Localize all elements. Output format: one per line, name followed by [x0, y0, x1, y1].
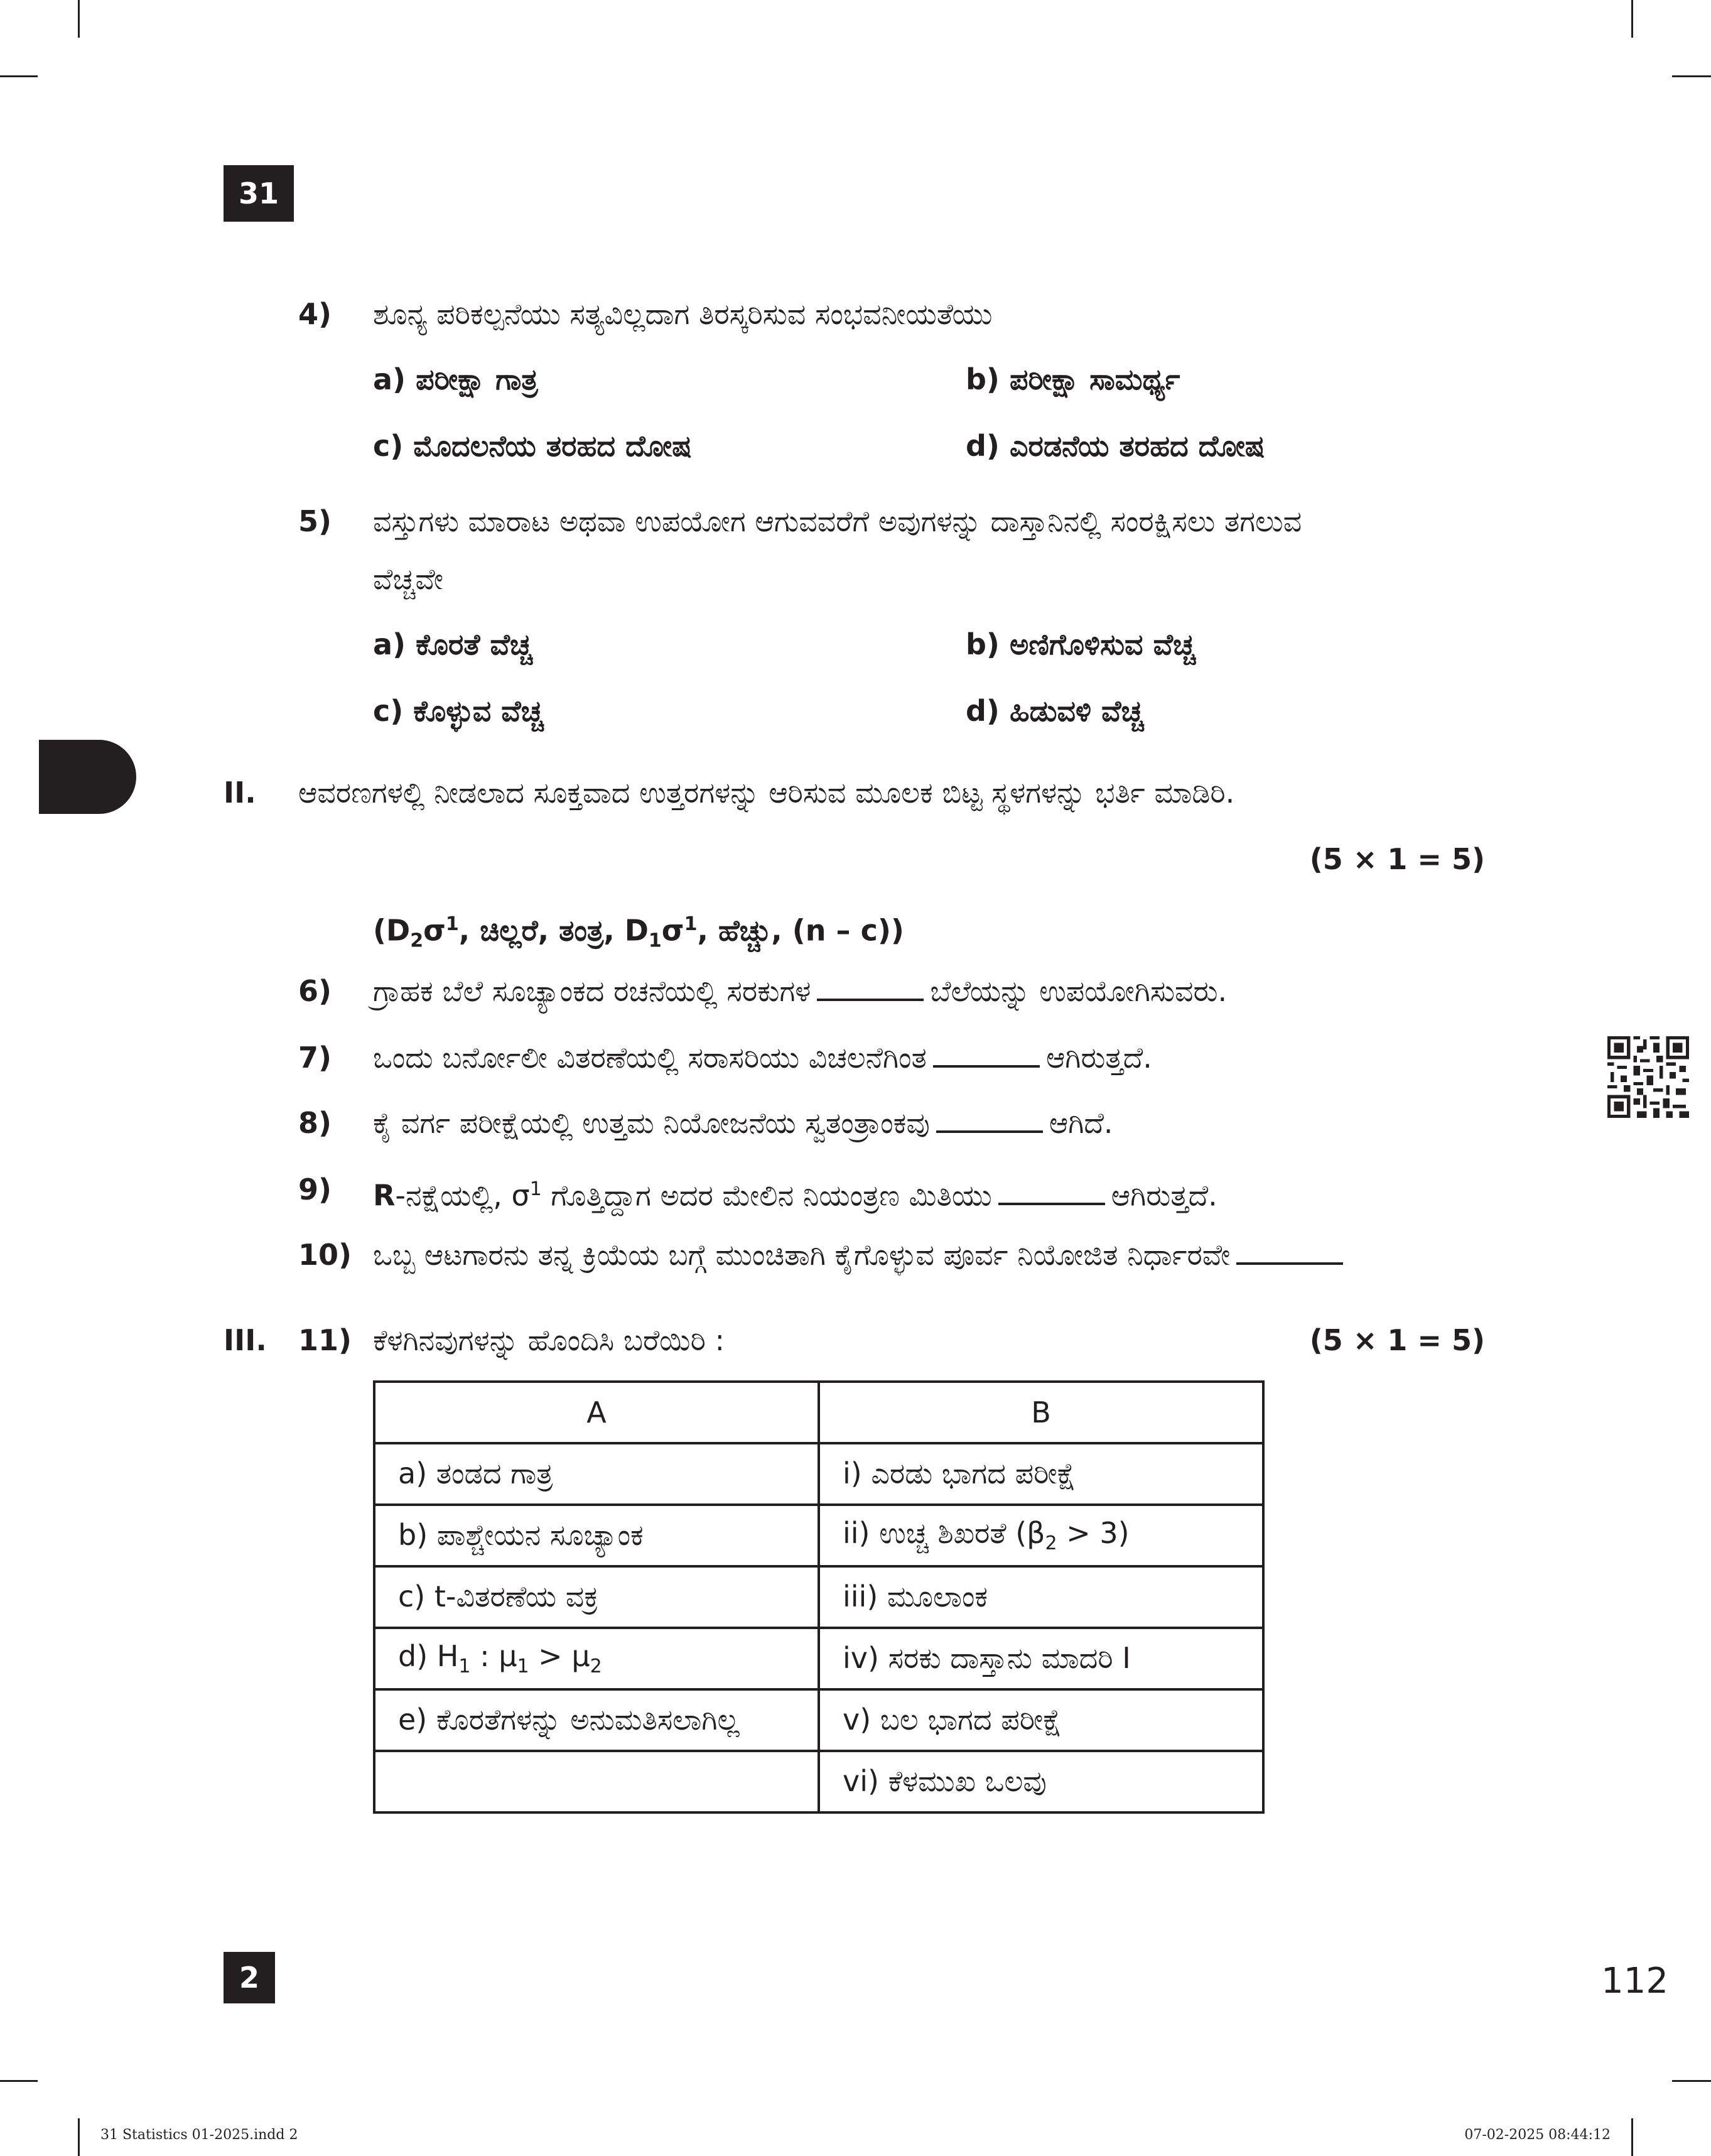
question-text-continued: ವೆಚ್ಚವೇ	[373, 562, 443, 596]
answer-blank[interactable]	[998, 1178, 1105, 1205]
question-number: 7)	[298, 1041, 332, 1075]
fill-blank-question: ಗ್ರಾಹಕ ಬೆಲೆ ಸೂಚ್ಯಾಂಕದ ರಚನೆಯಲ್ಲಿ ಸರಕುಗಳ ಬೆಲೆಯನ್ನು ಉಪಯೋಗಿಸುವರು.	[373, 974, 1228, 1008]
footer-timestamp: 07-02-2025 08:44:12	[1464, 2127, 1611, 2143]
column-a-header: A	[374, 1382, 819, 1443]
crop-mark	[0, 2080, 38, 2082]
crop-mark	[78, 2118, 80, 2156]
answer-blank[interactable]	[933, 1040, 1040, 1068]
table-row	[374, 1566, 1263, 1628]
table-row	[374, 1505, 1263, 1566]
crop-mark	[78, 0, 80, 38]
option-c: c) ಮೊದಲನೆಯ ತರಹದ ದೋಷ	[373, 429, 692, 463]
column-b-header: B	[819, 1382, 1263, 1443]
table-header-row	[374, 1382, 1263, 1443]
column-b-cell: ii) ಉಚ್ಚ ಶಿಖರತೆ $(\beta_2 > 3)$	[819, 1505, 1263, 1566]
column-b-cell: v) ಬಲ ಭಾಗದ ಪರೀಕ್ಷೆ	[819, 1689, 1263, 1751]
crop-mark	[1672, 2080, 1711, 2082]
crop-mark	[1631, 2118, 1633, 2156]
section-marks: (5 × 1 = 5)	[1309, 842, 1485, 876]
answer-blank[interactable]	[1236, 1237, 1343, 1265]
table-row	[374, 1751, 1263, 1812]
answer-blank[interactable]	[936, 1105, 1043, 1133]
section-label: II.	[224, 776, 256, 810]
section-marks: (5 × 1 = 5)	[1309, 1323, 1485, 1357]
footer-file-name: 31 Statistics 01-2025.indd 2	[100, 2127, 298, 2143]
crop-mark	[1631, 0, 1633, 38]
fill-blank-question: ಒಂದು ಬರ್ನೋಲೀ ವಿತರಣೆಯಲ್ಲಿ ಸರಾಸರಿಯು ವಿಚಲನೆಗಿಂತ ಆಗಿರುತ್ತದೆ.	[373, 1041, 1152, 1075]
column-a-cell	[374, 1751, 819, 1812]
question-number: 11)	[298, 1323, 352, 1357]
column-b-cell: iii) ಮೂಲಾಂಕ	[819, 1566, 1263, 1628]
question-number: 5)	[298, 504, 332, 538]
fill-blank-question: R-ನಕ್ಷೆಯಲ್ಲಿ, $\sigma^1$ ಗೊತ್ತಿದ್ದಾಗ ಅದರ ಮೇಲಿನ ನಿಯಂತ್ರಣ ಮಿತಿಯು ಆಗಿರುತ್ತದೆ.	[373, 1178, 1217, 1213]
option-d: d) ಹಿಡುವಳಿ ವೆಚ್ಚ	[966, 694, 1144, 728]
crop-mark	[1672, 75, 1711, 77]
section-instruction: ಕೆಳಗಿನವುಗಳನ್ನು ಹೊಂದಿಸಿ ಬರೆಯಿರಿ :	[373, 1323, 725, 1357]
fill-blank-question: ಒಬ್ಬ ಆಟಗಾರನು ತನ್ನ ಕ್ರಿಯೆಯ ಬಗ್ಗೆ ಮುಂಚಿತಾಗಿ ಕೈಗೊಳ್ಳುವ ಪೂರ್ವ ನಿಯೋಜಿತ ನಿರ್ಧಾರವೇ	[373, 1236, 1349, 1274]
question-number: 10)	[298, 1238, 352, 1272]
question-number: 4)	[298, 297, 332, 331]
option-d: d) ಎರಡನೆಯ ತರಹದ ದೋಷ	[966, 429, 1265, 463]
question-number: 8)	[298, 1106, 332, 1140]
crop-mark	[0, 75, 38, 77]
column-a-cell: c) t-ವಿತರಣೆಯ ವಕ್ರ	[374, 1566, 819, 1628]
table-row	[374, 1628, 1263, 1689]
question-text: ವಸ್ತುಗಳು ಮಾರಾಟ ಅಥವಾ ಉಪಯೋಗ ಆಗುವವರೆಗೆ ಅವುಗಳನ್ನು ದಾಸ್ತಾನಿನಲ್ಲಿ ಸಂರಕ್ಷಿಸಲು ತಗಲುವ	[373, 504, 1302, 538]
option-b: b) ಅಣಿಗೊಳಿಸುವ ವೆಚ್ಚ	[966, 627, 1196, 661]
answer-choices: ($D_2\sigma^1$, ಚಿಲ್ಲರೆ, ತಂತ್ರ, $D_1\sigma^1$, ಹೆಚ್ಚು, (n – c))	[373, 913, 904, 952]
page-badge: 2	[224, 1952, 275, 2003]
match-table	[373, 1380, 1265, 1814]
side-tab-marker	[39, 740, 136, 814]
question-number: 9)	[298, 1173, 332, 1206]
section-label: III.	[224, 1323, 267, 1357]
section-badge: 31	[224, 165, 294, 222]
column-a-cell: a) ತಂಡದ ಗಾತ್ರ	[374, 1443, 819, 1505]
table-row	[374, 1443, 1263, 1505]
fill-blank-question: ಕೈ ವರ್ಗ ಪರೀಕ್ಷೆಯಲ್ಲಿ ಉತ್ತಮ ನಿಯೋಜನೆಯ ಸ್ವತಂತ್ರಾಂಕವು ಆಗಿದೆ.	[373, 1106, 1113, 1140]
question-text: ಶೂನ್ಯ ಪರಿಕಲ್ಪನೆಯು ಸತ್ಯವಿಲ್ಲದಾಗ ತಿರಸ್ಕರಿಸುವ ಸಂಭವನೀಯತೆಯು	[373, 297, 993, 331]
column-b-cell: iv) ಸರಕು ದಾಸ್ತಾನು ಮಾದರಿ I	[819, 1628, 1263, 1689]
column-a-cell: d) $H_1$ : $\mu_1 > \mu_2$	[374, 1628, 819, 1689]
option-b: b) ಪರೀಕ್ಷಾ ಸಾಮರ್ಥ್ಯ	[966, 362, 1180, 396]
table-row	[374, 1689, 1263, 1751]
question-number: 6)	[298, 974, 332, 1008]
option-a: a) ಕೊರತೆ ವೆಚ್ಚ	[373, 627, 532, 661]
section-instruction: ಆವರಣಗಳಲ್ಲಿ ನೀಡಲಾದ ಸೂಕ್ತವಾದ ಉತ್ತರಗಳನ್ನು ಆರಿಸುವ ಮೂಲಕ ಬಿಟ್ಟ ಸ್ಥಳಗಳನ್ನು ಭರ್ತಿ ಮಾಡಿರಿ.	[298, 776, 1235, 810]
option-c: c) ಕೊಳ್ಳುವ ವೆಚ್ಚ	[373, 694, 544, 728]
column-a-cell: b) ಪಾಶ್ಚೇಯನ ಸೂಚ್ಯಾಂಕ	[374, 1505, 819, 1566]
option-a: a) ಪರೀಕ್ಷಾ ಗಾತ್ರ	[373, 362, 538, 396]
column-b-cell: i) ಎರಡು ಭಾಗದ ಪರೀಕ್ಷೆ	[819, 1443, 1263, 1505]
page-number: 112	[1601, 1961, 1668, 2002]
answer-blank[interactable]	[817, 973, 924, 1001]
qr-code-icon[interactable]	[1607, 1036, 1689, 1118]
column-b-cell: vi) ಕೆಳಮುಖ ಒಲವು	[819, 1751, 1263, 1812]
column-a-cell: e) ಕೊರತೆಗಳನ್ನು ಅನುಮತಿಸಲಾಗಿಲ್ಲ	[374, 1689, 819, 1751]
